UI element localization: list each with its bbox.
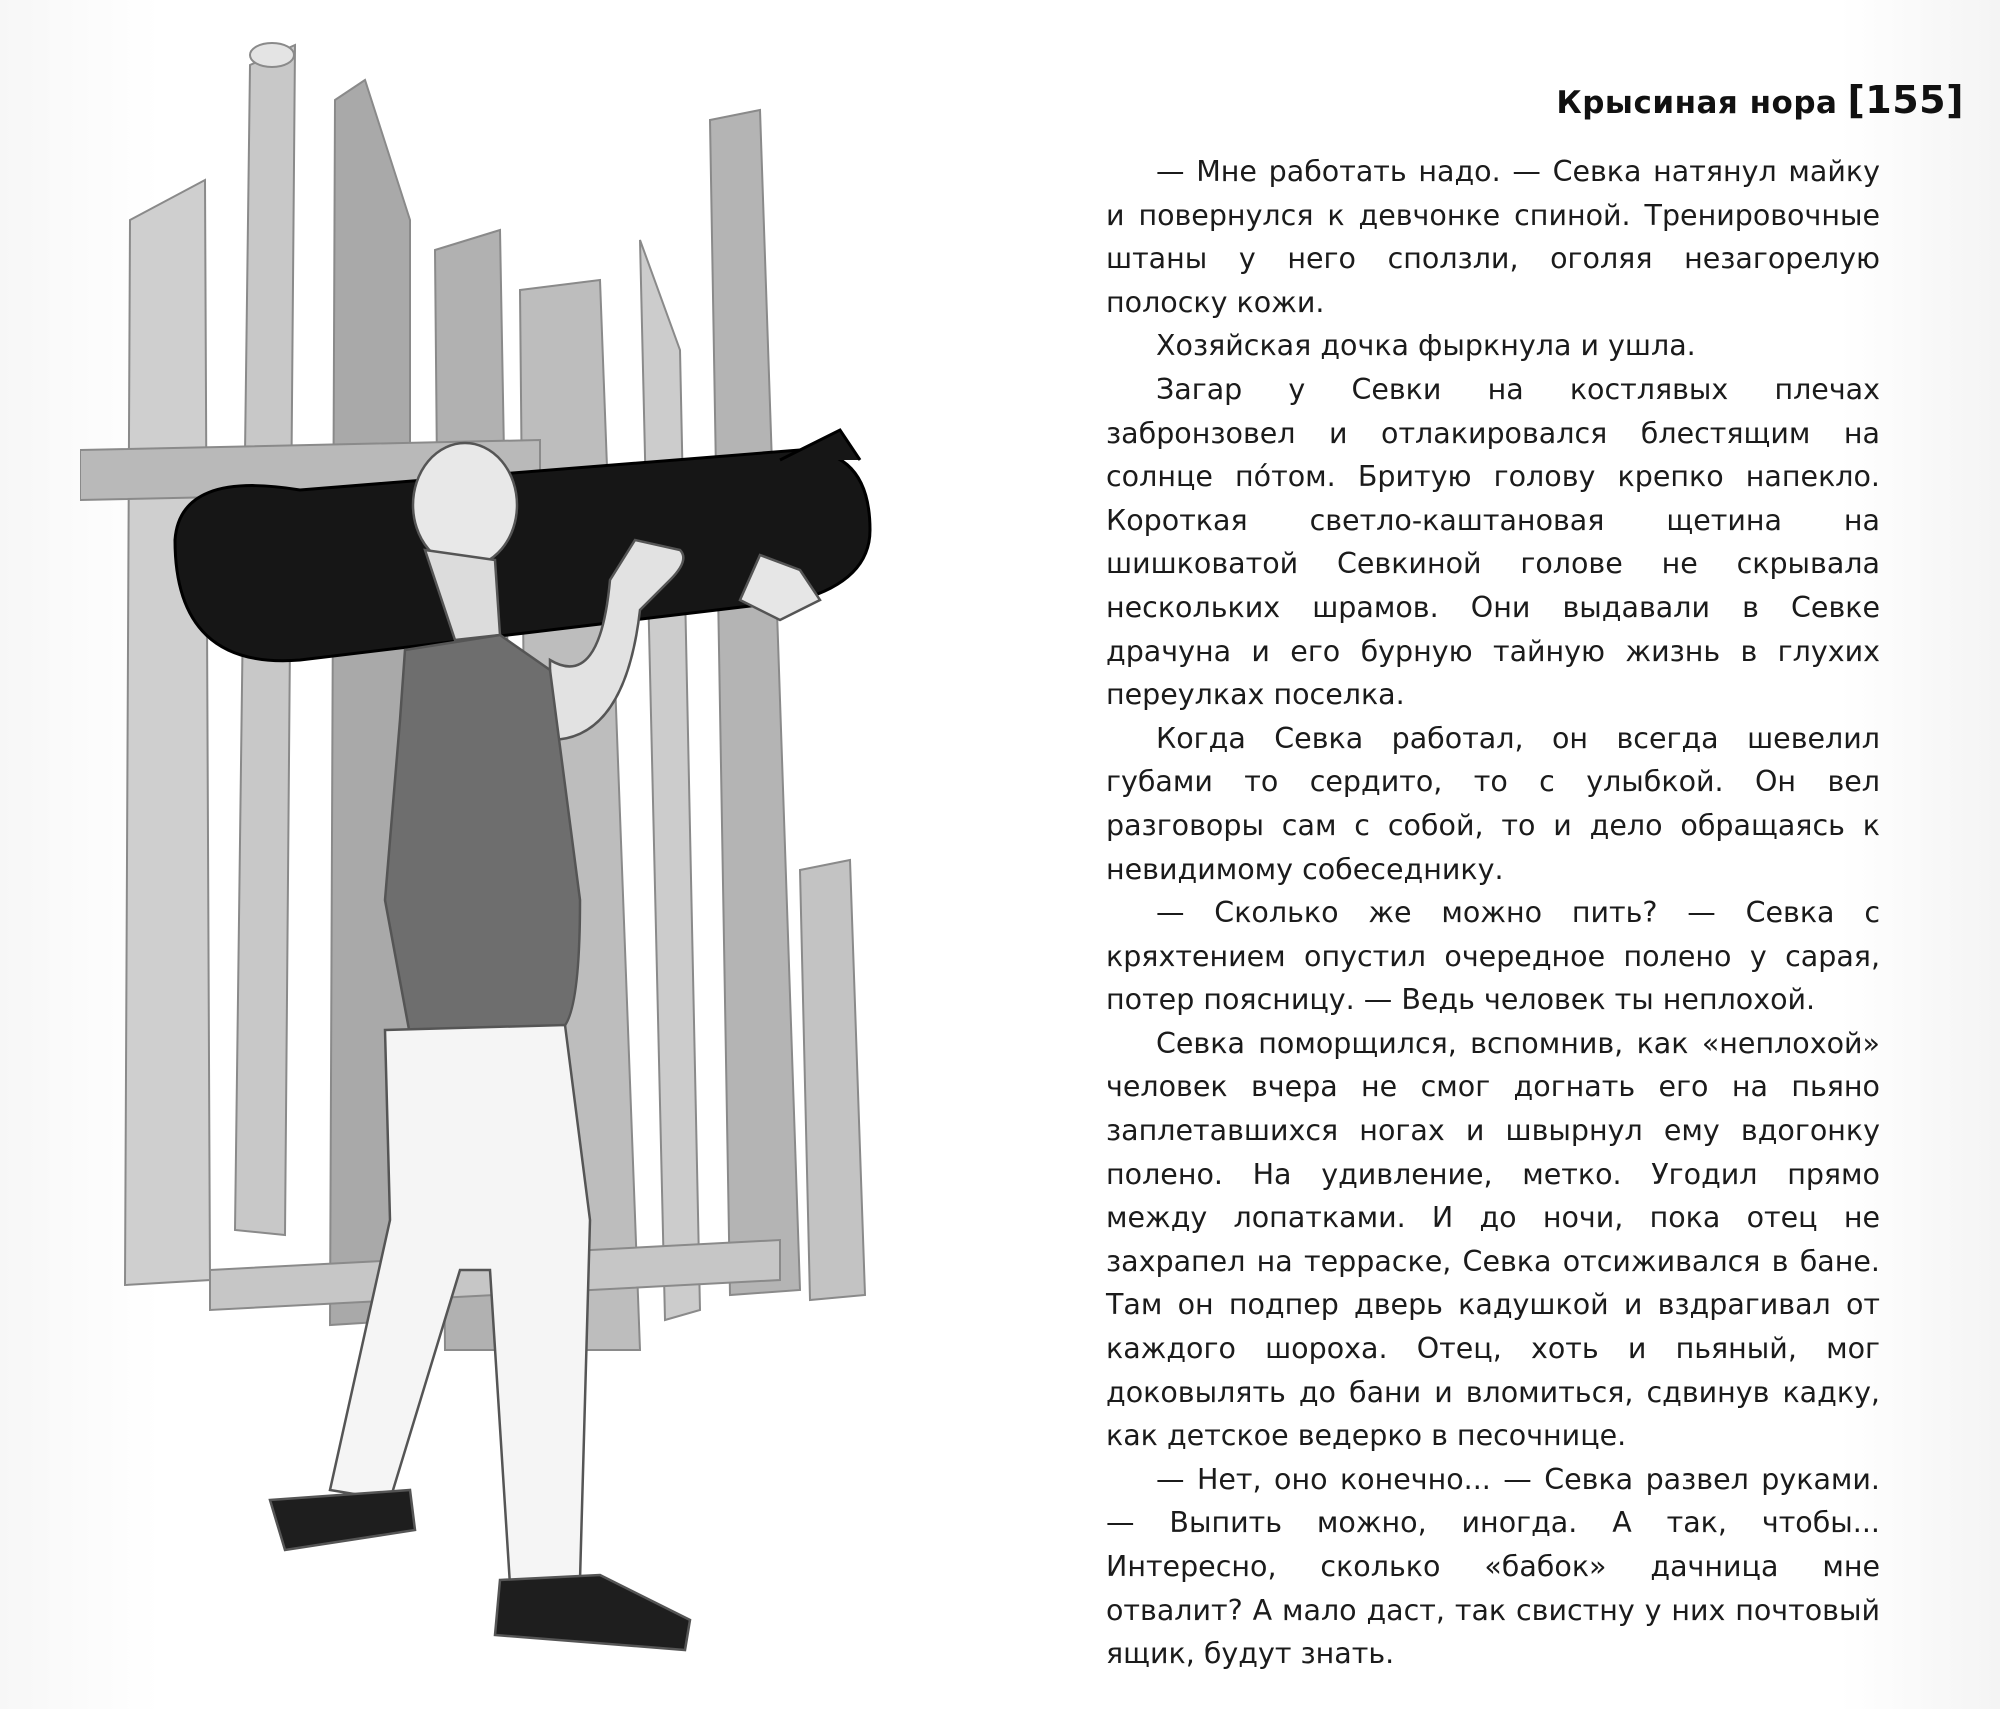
paragraph: — Нет, оно конечно... — Севка развел руками. — Выпить можно, иногда. А так, чтобы... Интересно, сколько «бабок» дачница мне отвалит? А мало даст, так свистну у них почтовый ящик, будут знать. (1106, 1462, 1880, 1671)
fence-plank (640, 240, 700, 1320)
paragraph: — Мне работать надо. — Севка натянул майку и повернулся к девчонке спиной. Тренировочные штаны у него сползли, оголяя незагорелую полоску кожи. (1106, 155, 1880, 319)
paragraph: Хозяйская дочка фыркнула и ушла. (1156, 329, 1696, 363)
right-sneaker (495, 1575, 690, 1650)
fence-plank (125, 180, 210, 1285)
running-head (1556, 78, 1964, 122)
paragraph: Загар у Севки на костлявых плечах забронзовел и отлакировался блестящим на солнце пóтом. Бритую голову крепко напекло. Короткая светло-каштановая щетина на шишковатой Севкиной голове не скрывала нескольких шрамов. Они выдавали в Севке драчуна и его бурную тайную жизнь в глухих переулках поселка. (1106, 372, 1880, 712)
fence-plank (800, 860, 865, 1300)
tank-top (385, 635, 580, 1035)
paragraph: — Сколько же можно пить? — Севка с кряхтением опустил очередное полено у сарая, потер поясницу. — Ведь человек ты неплохой. (1106, 896, 1880, 1017)
fence-plank (710, 110, 800, 1295)
page-number: [155] (1847, 78, 1964, 122)
running-title: Крысиная нора (1556, 85, 1838, 121)
left-sneaker (270, 1490, 415, 1550)
paragraph: Севка поморщился, вспомнив, как «неплохой» человек вчера не смог догнать его на пьяно заплетавшихся ногах и швырнул ему вдогонку полено. На удивление, метко. Угодил прямо между лопатками. И до ночи, пока отец не захрапел на терраске, Севка отсиживался в бане. Там он подпер дверь кадушкой и вздрагивал от каждого шороха. Отец, хоть и пьяный, мог доковылять до бани и вломиться, сдвинув кадку, как детское ведерко в песочнице. (1106, 1026, 1880, 1453)
boy-carrying-log-illustration (80, 20, 1040, 1680)
body-text (1106, 150, 1880, 1676)
head (413, 443, 517, 567)
paragraph: Когда Севка работал, он всегда шевелил губами то сердито, то с улыбкой. Он вел разговоры сам с собой, то и дело обращаясь к невидимому собеседнику. (1106, 721, 1880, 886)
plank-top-cut (250, 43, 294, 67)
